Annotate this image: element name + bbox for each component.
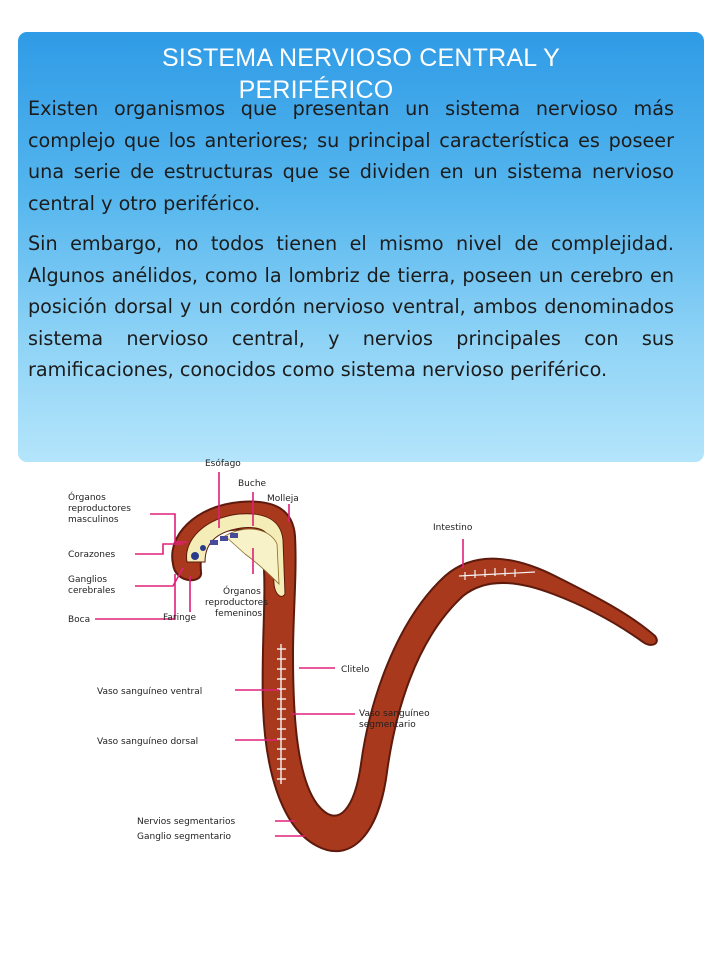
paragraph-2: Sin embargo, no todos tienen el mismo nivel de complejidad. Algunos anélidos, como la lombriz de tierra, poseen un cerebro en posición dorsal y un cordón nervioso ventral, ambos denominados sistema nervioso central, y nervios principales con sus ramificaciones, conocidos como sistema nervioso periférico. — [28, 232, 674, 381]
label-intestino: Intestino — [433, 523, 473, 533]
label-nervios-seg: Nervios segmentarios — [137, 817, 236, 827]
title-line-2: PERIFÉRICO — [238, 76, 394, 104]
label-molleja: Molleja — [267, 494, 299, 504]
label-boca: Boca — [68, 615, 91, 625]
label-faringe: Faringe — [163, 613, 197, 623]
label-vaso-seg-2: segmentario — [359, 720, 416, 730]
label-ganglio-seg: Ganglio segmentario — [137, 832, 231, 842]
label-ganglios-1: Ganglios — [68, 575, 108, 585]
title-line-1: SISTEMA NERVIOSO CENTRAL Y — [162, 44, 560, 72]
label-clitelo: Clitelo — [341, 665, 370, 675]
label-vaso-seg-1: Vaso sanguíneo — [359, 709, 430, 719]
label-ganglios-2: cerebrales — [68, 586, 116, 596]
label-vaso-dorsal: Vaso sanguíneo dorsal — [97, 737, 199, 747]
label-vaso-ventral: Vaso sanguíneo ventral — [97, 687, 203, 697]
earthworm-diagram — [55, 444, 675, 864]
label-organos-fem-1: Órganos — [223, 587, 261, 597]
label-organos-masc-1: Órganos — [68, 493, 106, 503]
paragraph-1: Existen organismos que presentan un sistema nervioso más complejo que los anteriores; su principal característica es poseer una serie de estructuras que se dividen en un sistema nervioso central y otro periférico. — [28, 97, 674, 215]
label-buche: Buche — [238, 479, 267, 489]
label-esofago: Esófago — [205, 459, 241, 469]
label-organos-fem-3: femeninos — [215, 609, 263, 619]
label-organos-masc-3: masculinos — [68, 515, 119, 525]
label-corazones: Corazones — [68, 550, 116, 560]
label-organos-fem-2: reproductores — [205, 598, 268, 608]
label-organos-masc-2: reproductores — [68, 504, 131, 514]
